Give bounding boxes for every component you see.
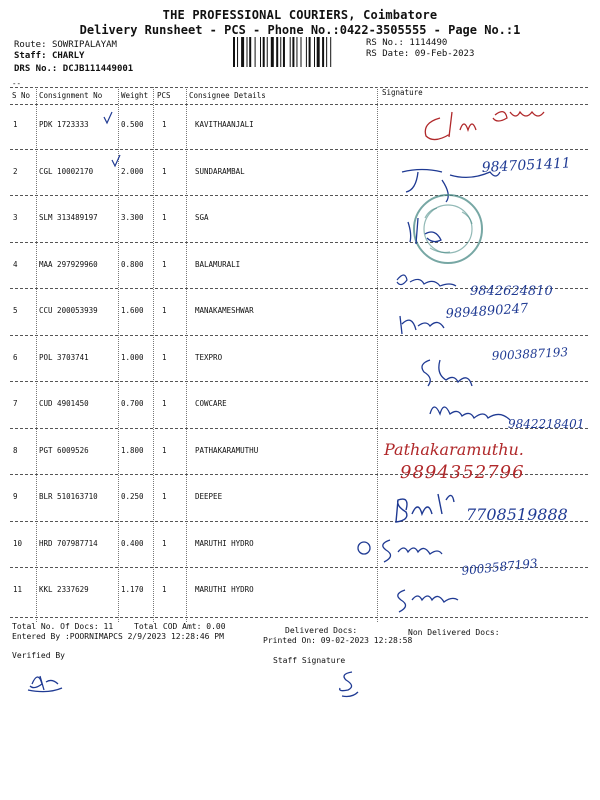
row-weight: 1.600 bbox=[121, 306, 144, 315]
row-consignment: MAA 297929960 bbox=[39, 259, 98, 269]
barcode-bar bbox=[280, 37, 281, 67]
row-consignee: KAVITHAANJALI bbox=[195, 120, 254, 129]
row-separator bbox=[10, 195, 588, 196]
delivered-docs: Delivered Docs: bbox=[285, 626, 358, 635]
barcode-bar bbox=[241, 37, 244, 67]
barcode-bar bbox=[249, 37, 251, 67]
barcode-bar bbox=[233, 37, 235, 67]
signature-9-phone: 7708519888 bbox=[466, 505, 568, 524]
row-sno: 1 bbox=[13, 120, 18, 129]
barcode-bar bbox=[260, 37, 261, 67]
barcode-bar bbox=[314, 37, 315, 67]
barcode-bar bbox=[306, 37, 307, 67]
divider-weight bbox=[153, 87, 154, 622]
top-marker: -- bbox=[12, 79, 22, 88]
row-sno: 5 bbox=[13, 306, 18, 315]
row-consignee: PATHAKARAMUTHU bbox=[195, 445, 259, 455]
row-pcs: 1 bbox=[162, 399, 167, 408]
divider-signature bbox=[377, 87, 378, 622]
signature-10-phone: 9003587193 bbox=[460, 556, 539, 578]
signature-6 bbox=[422, 360, 472, 386]
barcode-bar bbox=[322, 37, 324, 67]
staff-line bbox=[14, 51, 84, 61]
row-consignment: CCU 200053939 bbox=[39, 306, 98, 315]
col-signature: Signature bbox=[382, 88, 423, 97]
barcode-bar bbox=[255, 37, 256, 67]
signature-8-name: Pathakaramuthu. bbox=[384, 440, 524, 459]
row-consignment: POL 3703741 bbox=[39, 352, 89, 362]
row-pcs: 1 bbox=[162, 585, 167, 594]
barcode-bar bbox=[296, 37, 297, 67]
total-cod: Total COD Amt: 0.00 bbox=[134, 622, 226, 631]
drs-label: DRS No.: bbox=[14, 64, 58, 74]
row-pcs: 1 bbox=[162, 445, 167, 455]
divider-sno bbox=[36, 87, 37, 622]
barcode-bar bbox=[267, 37, 268, 67]
row-separator bbox=[10, 521, 588, 522]
col-pcs: PCS bbox=[157, 91, 171, 100]
signature-5-phone: 9894890247 bbox=[445, 301, 529, 322]
printed-on: Printed On: 09-02-2023 12:28:58 bbox=[263, 636, 413, 645]
staff-signature bbox=[340, 672, 358, 697]
barcode-bar bbox=[237, 37, 238, 67]
row-consignee: DEEPEE bbox=[195, 492, 223, 501]
row-consignee: MARUTHI HYDRO bbox=[195, 538, 254, 548]
staff-signature-label: Staff Signature bbox=[273, 656, 346, 665]
signature-6-phone: 9003887193 bbox=[491, 345, 569, 363]
row-consignee: COWCARE bbox=[195, 399, 227, 408]
divider-consignment bbox=[118, 87, 119, 622]
barcode-bar bbox=[271, 37, 274, 67]
table-top-rule bbox=[10, 87, 588, 88]
row-separator bbox=[10, 288, 588, 289]
total-docs: Total No. Of Docs: 11 bbox=[12, 622, 114, 631]
row-consignment: KKL 2337629 bbox=[39, 585, 89, 594]
drs-value: DCJB111449001 bbox=[62, 64, 134, 74]
row-pcs: 1 bbox=[162, 166, 167, 176]
signature-8-phone: 9894352796 bbox=[400, 462, 525, 483]
row-pcs: 1 bbox=[162, 213, 167, 222]
runsheet-title: Delivery Runsheet - PCS - Phone No.:0422-3505555 - Page No.:1 bbox=[79, 23, 521, 37]
table-bottom-rule bbox=[10, 617, 588, 618]
row-consignment: HRD 707987714 bbox=[39, 538, 98, 548]
row-pcs: 1 bbox=[162, 492, 167, 501]
barcode-bar bbox=[317, 37, 320, 67]
tick-mark bbox=[104, 112, 112, 123]
row-pcs: 1 bbox=[162, 259, 167, 269]
row-sno: 11 bbox=[13, 585, 23, 594]
row-separator bbox=[10, 335, 588, 336]
mark-circle bbox=[358, 542, 370, 554]
signature-7 bbox=[430, 407, 510, 420]
barcode-bar bbox=[247, 37, 248, 67]
signature-2-phone: 9847051411 bbox=[481, 155, 572, 176]
staff-label: Staff: bbox=[14, 51, 47, 61]
row-weight: 0.250 bbox=[121, 492, 144, 501]
col-weight: Weight bbox=[121, 91, 149, 100]
signature-3 bbox=[408, 218, 441, 244]
row-consignment: CUD 4901450 bbox=[39, 399, 89, 408]
row-pcs: 1 bbox=[162, 352, 167, 362]
row-weight: 0.400 bbox=[121, 538, 144, 548]
col-consignee: Consignee Details bbox=[189, 91, 266, 100]
row-sno: 7 bbox=[13, 399, 18, 408]
rs-no-value: 1114490 bbox=[409, 38, 448, 48]
rs-date-value: 09-Feb-2023 bbox=[414, 49, 475, 59]
row-consignment: PGT 6009526 bbox=[39, 445, 89, 455]
route-value: SOWRIPALAYAM bbox=[51, 40, 117, 50]
row-consignee: TEXPRO bbox=[195, 352, 223, 362]
row-consignee: MANAKAMESHWAR bbox=[195, 306, 254, 315]
staff-value: CHARLY bbox=[51, 51, 85, 61]
row-weight: 1.170 bbox=[121, 585, 144, 594]
row-weight: 3.300 bbox=[121, 213, 144, 222]
row-pcs: 1 bbox=[162, 538, 167, 548]
row-separator bbox=[10, 428, 588, 429]
row-sno: 4 bbox=[13, 259, 18, 269]
signature-1 bbox=[425, 112, 544, 140]
row-consignment: SLM 313489197 bbox=[39, 213, 98, 222]
barcode-bar bbox=[263, 37, 265, 67]
non-delivered-docs: Non Delivered Docs: bbox=[408, 628, 500, 637]
signature-9 bbox=[396, 494, 454, 522]
col-sno: S No bbox=[12, 91, 31, 100]
col-consignment: Consignment No bbox=[39, 91, 103, 100]
rs-no-line bbox=[366, 38, 447, 48]
signature-10 bbox=[383, 540, 442, 562]
row-consignee: SGA bbox=[195, 213, 209, 222]
row-consignee: SUNDARAMBAL bbox=[195, 166, 245, 176]
barcode-bar bbox=[330, 37, 331, 67]
row-separator bbox=[10, 567, 588, 568]
signature-11 bbox=[398, 590, 458, 612]
row-weight: 1.800 bbox=[121, 445, 144, 455]
row-separator bbox=[10, 474, 588, 475]
table-header-rule bbox=[10, 104, 588, 105]
rs-no-label: RS No.: bbox=[366, 38, 404, 48]
company-stamp bbox=[414, 195, 482, 263]
barcode bbox=[233, 37, 358, 67]
route-label: Route: bbox=[14, 40, 47, 50]
signature-7-phone: 9842218401 bbox=[508, 417, 585, 431]
row-consignment: PDK 1723333 bbox=[39, 120, 89, 129]
rs-date-label: RS Date: bbox=[366, 49, 410, 59]
verified-signature bbox=[28, 676, 62, 692]
verified-by-label: Verified By bbox=[12, 651, 65, 660]
row-weight: 2.000 bbox=[121, 166, 144, 176]
row-weight: 0.800 bbox=[121, 259, 144, 269]
company-title: THE PROFESSIONAL COURIERS, Coimbatore bbox=[162, 8, 438, 22]
row-sno: 9 bbox=[13, 492, 18, 501]
row-separator bbox=[10, 381, 588, 382]
divider-pcs bbox=[186, 87, 187, 622]
barcode-bar bbox=[292, 37, 294, 67]
barcode-bar bbox=[290, 37, 291, 67]
route-line bbox=[14, 40, 117, 50]
entered-by: Entered By :POORNIMAPCS 2/9/2023 12:28:46 PM bbox=[12, 632, 224, 641]
signature-2 bbox=[402, 170, 500, 203]
row-separator bbox=[10, 149, 588, 150]
signature-5 bbox=[400, 316, 444, 334]
barcode-bar bbox=[309, 37, 311, 67]
row-consignment: BLR 510163710 bbox=[39, 492, 98, 501]
row-weight: 0.500 bbox=[121, 120, 144, 129]
barcode-bar bbox=[301, 37, 302, 67]
row-pcs: 1 bbox=[162, 306, 167, 315]
barcode-bar bbox=[326, 37, 327, 67]
row-weight: 0.700 bbox=[121, 399, 144, 408]
row-consignment: CGL 10002170 bbox=[39, 166, 94, 176]
row-sno: 3 bbox=[13, 213, 18, 222]
row-sno: 2 bbox=[13, 166, 18, 176]
drs-line bbox=[14, 64, 133, 74]
row-pcs: 1 bbox=[162, 120, 167, 129]
row-sno: 6 bbox=[13, 352, 18, 362]
row-consignee: BALAMURALI bbox=[195, 259, 241, 269]
row-sno: 8 bbox=[13, 445, 18, 455]
barcode-bar bbox=[283, 37, 285, 67]
rs-date-line bbox=[366, 49, 474, 59]
row-sno: 10 bbox=[13, 538, 23, 548]
row-separator bbox=[10, 242, 588, 243]
signature-4 bbox=[397, 275, 456, 286]
signature-4-phone: 9842624810 bbox=[470, 284, 553, 299]
row-weight: 1.000 bbox=[121, 352, 144, 362]
row-consignee: MARUTHI HYDRO bbox=[195, 585, 254, 594]
barcode-bar bbox=[276, 37, 278, 67]
